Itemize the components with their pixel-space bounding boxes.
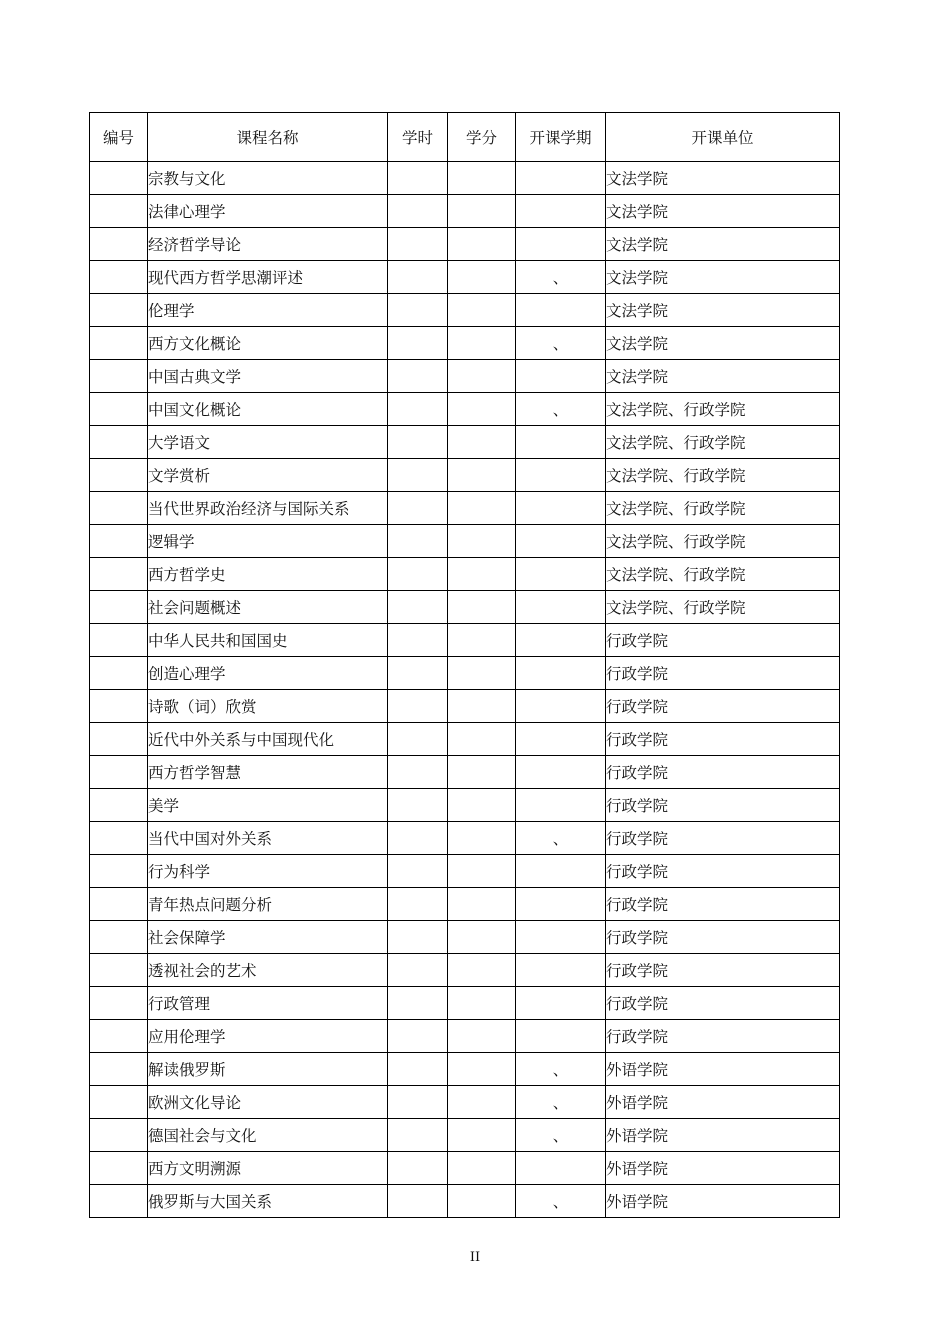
cell-unit: 行政学院 [606,954,840,987]
table-row [90,591,840,624]
cell-unit: 文法学院、行政学院 [606,591,840,624]
table-row [90,756,840,789]
cell-unit: 文法学院 [606,162,840,195]
cell-hours [388,492,448,525]
cell-credits [448,921,516,954]
cell-term: 、 [516,822,606,855]
table-row [90,822,840,855]
cell-no [90,162,148,195]
cell-no [90,228,148,261]
cell-unit: 行政学院 [606,822,840,855]
cell-hours [388,822,448,855]
cell-course-name: 创造心理学 [148,657,388,690]
cell-credits [448,426,516,459]
cell-hours [388,261,448,294]
cell-term [516,723,606,756]
cell-term: 、 [516,327,606,360]
cell-unit: 文法学院、行政学院 [606,525,840,558]
cell-term [516,987,606,1020]
table-header-row [90,113,840,162]
cell-credits [448,756,516,789]
cell-hours [388,1053,448,1086]
cell-unit: 外语学院 [606,1053,840,1086]
table-row [90,195,840,228]
cell-term [516,921,606,954]
table-row [90,921,840,954]
cell-course-name: 诗歌（词）欣赏 [148,690,388,723]
cell-credits [448,360,516,393]
cell-term: 、 [516,261,606,294]
cell-no [90,1020,148,1053]
cell-unit: 行政学院 [606,690,840,723]
table-row [90,657,840,690]
table-row [90,954,840,987]
cell-unit: 文法学院 [606,327,840,360]
cell-unit: 行政学院 [606,855,840,888]
cell-course-name: 西方文明溯源 [148,1152,388,1185]
cell-unit: 外语学院 [606,1152,840,1185]
cell-credits [448,1053,516,1086]
cell-unit: 文法学院、行政学院 [606,426,840,459]
cell-unit: 行政学院 [606,888,840,921]
cell-term [516,294,606,327]
cell-no [90,1152,148,1185]
cell-unit: 文法学院、行政学院 [606,492,840,525]
cell-no [90,525,148,558]
cell-hours [388,888,448,921]
cell-hours [388,294,448,327]
cell-no [90,756,148,789]
cell-course-name: 欧洲文化导论 [148,1086,388,1119]
cell-course-name: 文学赏析 [148,459,388,492]
cell-course-name: 中国古典文学 [148,360,388,393]
table-row [90,459,840,492]
cell-term [516,756,606,789]
cell-no [90,195,148,228]
cell-credits [448,1020,516,1053]
cell-no [90,624,148,657]
table-row [90,987,840,1020]
cell-term [516,888,606,921]
cell-unit: 行政学院 [606,756,840,789]
cell-credits [448,954,516,987]
cell-credits [448,162,516,195]
table-row [90,426,840,459]
cell-hours [388,195,448,228]
cell-credits [448,294,516,327]
cell-credits [448,822,516,855]
cell-no [90,492,148,525]
cell-hours [388,723,448,756]
cell-course-name: 青年热点问题分析 [148,888,388,921]
cell-no [90,987,148,1020]
header-unit: 开课单位 [606,113,840,162]
cell-credits [448,261,516,294]
cell-no [90,591,148,624]
cell-unit: 行政学院 [606,723,840,756]
cell-term [516,690,606,723]
table-row [90,294,840,327]
cell-no [90,261,148,294]
cell-no [90,1053,148,1086]
cell-unit: 文法学院 [606,360,840,393]
cell-hours [388,525,448,558]
cell-hours [388,954,448,987]
cell-credits [448,1119,516,1152]
table-row [90,492,840,525]
page-number: II [469,1250,481,1265]
cell-unit: 文法学院 [606,261,840,294]
cell-credits [448,558,516,591]
cell-hours [388,591,448,624]
cell-no [90,690,148,723]
table-row [90,1086,840,1119]
table-row [90,327,840,360]
cell-unit: 外语学院 [606,1185,840,1218]
cell-course-name: 法律心理学 [148,195,388,228]
cell-course-name: 解读俄罗斯 [148,1053,388,1086]
cell-no [90,822,148,855]
cell-credits [448,657,516,690]
cell-no [90,789,148,822]
cell-credits [448,228,516,261]
table-row [90,1053,840,1086]
cell-hours [388,855,448,888]
cell-no [90,657,148,690]
table-row [90,690,840,723]
cell-hours [388,756,448,789]
cell-term [516,195,606,228]
cell-hours [388,1185,448,1218]
cell-no [90,954,148,987]
cell-unit: 文法学院 [606,228,840,261]
cell-hours [388,1020,448,1053]
cell-no [90,723,148,756]
cell-credits [448,327,516,360]
cell-term: 、 [516,1053,606,1086]
cell-hours [388,987,448,1020]
cell-course-name: 当代世界政治经济与国际关系 [148,492,388,525]
cell-course-name: 现代西方哲学思潮评述 [148,261,388,294]
cell-credits [448,195,516,228]
cell-term: 、 [516,1119,606,1152]
cell-term [516,657,606,690]
cell-hours [388,1086,448,1119]
cell-course-name: 宗教与文化 [148,162,388,195]
table-row [90,1119,840,1152]
cell-no [90,360,148,393]
cell-credits [448,888,516,921]
cell-term [516,162,606,195]
cell-unit: 行政学院 [606,921,840,954]
cell-no [90,327,148,360]
table-row [90,723,840,756]
cell-course-name: 社会保障学 [148,921,388,954]
cell-unit: 外语学院 [606,1086,840,1119]
cell-unit: 行政学院 [606,1020,840,1053]
table-row [90,624,840,657]
cell-hours [388,690,448,723]
table-row [90,525,840,558]
table-row [90,888,840,921]
cell-term [516,228,606,261]
table-row [90,789,840,822]
cell-no [90,1119,148,1152]
cell-unit: 行政学院 [606,789,840,822]
cell-credits [448,789,516,822]
cell-unit: 文法学院、行政学院 [606,459,840,492]
cell-course-name: 行为科学 [148,855,388,888]
table-row [90,360,840,393]
cell-hours [388,657,448,690]
cell-course-name: 伦理学 [148,294,388,327]
cell-no [90,459,148,492]
cell-course-name: 中国文化概论 [148,393,388,426]
cell-credits [448,1086,516,1119]
cell-unit: 文法学院、行政学院 [606,393,840,426]
cell-course-name: 中华人民共和国国史 [148,624,388,657]
cell-course-name: 德国社会与文化 [148,1119,388,1152]
cell-hours [388,1119,448,1152]
table-row [90,393,840,426]
cell-unit: 文法学院、行政学院 [606,558,840,591]
table-row [90,261,840,294]
cell-term [516,855,606,888]
cell-no [90,921,148,954]
cell-term [516,525,606,558]
cell-course-name: 近代中外关系与中国现代化 [148,723,388,756]
cell-hours [388,162,448,195]
cell-course-name: 经济哲学导论 [148,228,388,261]
cell-term [516,360,606,393]
cell-course-name: 当代中国对外关系 [148,822,388,855]
cell-course-name: 社会问题概述 [148,591,388,624]
cell-term [516,1020,606,1053]
cell-credits [448,723,516,756]
header-term: 开课学期 [516,113,606,162]
cell-term [516,459,606,492]
cell-hours [388,1152,448,1185]
cell-course-name: 西方哲学史 [148,558,388,591]
cell-hours [388,360,448,393]
cell-hours [388,624,448,657]
cell-credits [448,525,516,558]
cell-term [516,1152,606,1185]
cell-course-name: 俄罗斯与大国关系 [148,1185,388,1218]
cell-no [90,1185,148,1218]
cell-hours [388,789,448,822]
cell-no [90,1086,148,1119]
header-hours: 学时 [388,113,448,162]
cell-term [516,624,606,657]
table-row [90,855,840,888]
cell-unit: 行政学院 [606,987,840,1020]
table-row [90,162,840,195]
cell-course-name: 透视社会的艺术 [148,954,388,987]
cell-credits [448,1152,516,1185]
cell-credits [448,591,516,624]
cell-term [516,954,606,987]
table-row [90,1020,840,1053]
table-row [90,228,840,261]
cell-term [516,426,606,459]
cell-hours [388,228,448,261]
cell-unit: 文法学院 [606,195,840,228]
cell-term [516,789,606,822]
cell-course-name: 应用伦理学 [148,1020,388,1053]
cell-no [90,294,148,327]
table-row [90,1152,840,1185]
cell-term: 、 [516,393,606,426]
cell-hours [388,921,448,954]
cell-term [516,558,606,591]
cell-no [90,393,148,426]
table-row [90,1185,840,1218]
cell-course-name: 行政管理 [148,987,388,1020]
cell-no [90,558,148,591]
cell-no [90,888,148,921]
cell-hours [388,327,448,360]
cell-hours [388,558,448,591]
cell-unit: 文法学院 [606,294,840,327]
cell-course-name: 逻辑学 [148,525,388,558]
cell-unit: 行政学院 [606,624,840,657]
cell-course-name: 西方哲学智慧 [148,756,388,789]
cell-credits [448,492,516,525]
cell-hours [388,459,448,492]
cell-term [516,591,606,624]
cell-term: 、 [516,1086,606,1119]
cell-credits [448,855,516,888]
cell-course-name: 西方文化概论 [148,327,388,360]
cell-credits [448,987,516,1020]
course-table [89,112,840,1218]
cell-credits [448,393,516,426]
cell-term [516,492,606,525]
header-no: 编号 [90,113,148,162]
cell-unit: 行政学院 [606,657,840,690]
course-rows [90,162,840,1218]
cell-hours [388,393,448,426]
cell-credits [448,690,516,723]
cell-unit: 外语学院 [606,1119,840,1152]
cell-credits [448,1185,516,1218]
cell-course-name: 美学 [148,789,388,822]
cell-credits [448,459,516,492]
header-course-name: 课程名称 [148,113,388,162]
header-credits: 学分 [448,113,516,162]
cell-no [90,426,148,459]
table-row [90,558,840,591]
cell-course-name: 大学语文 [148,426,388,459]
cell-hours [388,426,448,459]
cell-credits [448,624,516,657]
cell-term: 、 [516,1185,606,1218]
cell-no [90,855,148,888]
